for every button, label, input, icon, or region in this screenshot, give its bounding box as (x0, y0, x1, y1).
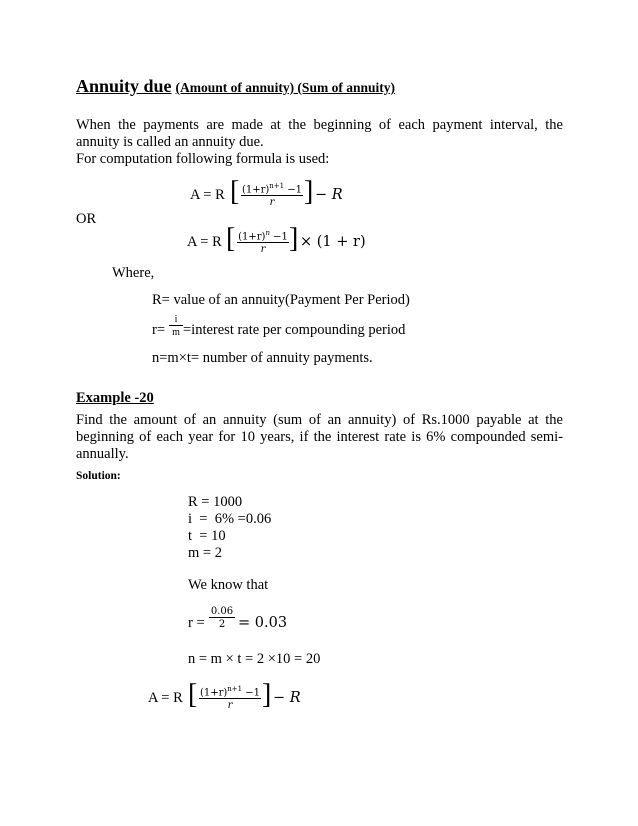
r-calc-fraction (209, 606, 235, 630)
formula-2-open-bracket: [ (226, 223, 236, 254)
formula-2-tail: × (1 + r) (300, 234, 366, 250)
formula-1-fraction (241, 181, 303, 208)
intro-line2: For computation following formula is used: (76, 151, 330, 167)
r-calc-prefix: r = (188, 615, 205, 631)
formula-1-num-tail: −1 (284, 184, 303, 196)
formula-1-denominator: r (241, 195, 303, 208)
formula-2-num-tail: −1 (269, 231, 288, 243)
example-title: Example -20 (76, 390, 154, 406)
section-title: Annuity due (76, 76, 172, 96)
formula-3-exponent: n+1 (227, 685, 243, 693)
formula-2-numerator: (1+r) (238, 231, 266, 243)
n-definition: n=m×t= number of annuity payments. (152, 350, 373, 366)
formula-1-tail: − R (315, 187, 343, 203)
given-r: R = 1000 (188, 494, 243, 510)
example-text: Find the amount of an annuity (sum of an annuity) of Rs.1000 payable at the beginning of each year for 10 years, if the interest rate is 6% compounded semi-annually. (76, 412, 563, 462)
formula-2-denominator: r (237, 242, 289, 255)
formula-1-lhs: A = R (190, 187, 225, 203)
formula-1-numerator: (1+r) (241, 184, 270, 196)
formula-3-close-bracket: ] (262, 679, 272, 710)
intro-paragraph (76, 117, 563, 151)
page-heading (76, 76, 395, 97)
where-label: Where, (112, 265, 155, 281)
formula-3-numerator: (1+r) (199, 687, 228, 699)
formula-2-fraction (237, 228, 289, 255)
we-know-that: We know that (188, 577, 269, 593)
formula-3-num-tail: −1 (242, 687, 261, 699)
given-m: m = 2 (188, 545, 222, 561)
intro-line1: When the payments are made at the beginning of each payment interval, the annuity is called an annuity due. (76, 117, 563, 150)
n-calculation: n = m × t = 2 ×10 = 20 (188, 651, 321, 667)
formula-1-close-bracket: ] (304, 176, 314, 207)
rate-prefix: r= (152, 322, 166, 338)
given-i: i = 6% =0.06 (188, 511, 272, 527)
given-t: t = 10 (188, 528, 226, 544)
formula-3-denominator: r (199, 698, 261, 711)
formula-3-fraction (199, 684, 261, 711)
or-label: OR (76, 211, 97, 227)
rate-fraction (169, 314, 183, 338)
rate-numerator: i (174, 314, 178, 325)
formula-3-open-bracket: [ (188, 679, 198, 710)
formula-2-exponent: n (265, 229, 270, 237)
rate-suffix: =interest rate per compounding period (183, 322, 406, 338)
formula-3-tail: − R (273, 690, 301, 706)
r-calc-numerator: 0.06 (210, 606, 234, 617)
r-calc-result: = 0.03 (238, 615, 288, 631)
r-calc-denominator: 2 (209, 617, 235, 630)
formula-1-exponent: n+1 (269, 182, 285, 190)
formula-1-open-bracket: [ (230, 176, 240, 207)
rate-denominator: m (169, 325, 183, 338)
formula-2-close-bracket: ] (289, 223, 299, 254)
formula-2-lhs: A = R (187, 234, 222, 250)
formula-3-lhs: A = R (148, 690, 183, 706)
solution-label: Solution: (76, 470, 121, 482)
section-subtitle: (Amount of annuity) (Sum of annuity) (175, 80, 395, 95)
r-definition: R= value of an annuity(Payment Per Period) (152, 292, 410, 308)
